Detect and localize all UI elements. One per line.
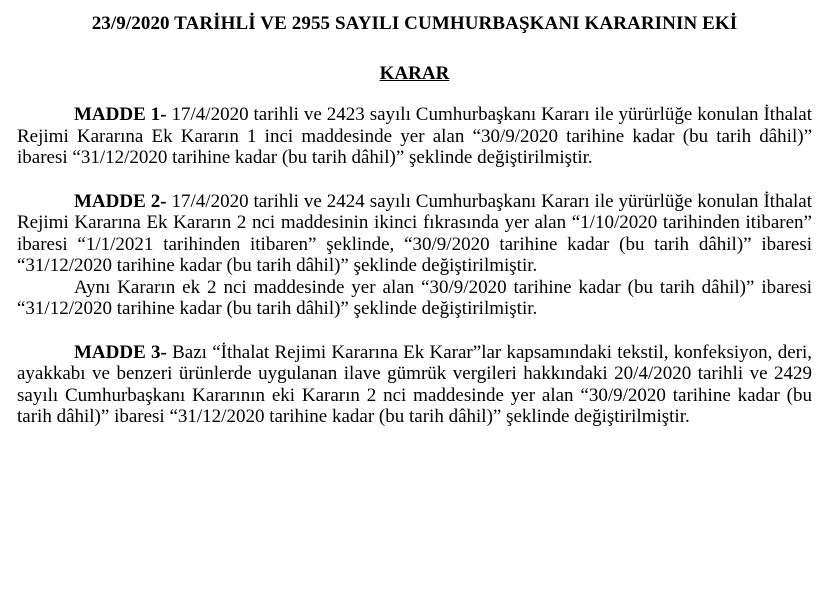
article-1-label: MADDE 1- <box>74 104 167 125</box>
article-3-paragraph-1 <box>17 342 812 428</box>
article-2-paragraph-2: Aynı Kararın ek 2 nci maddesinde yer alan “30/9/2020 tarihine kadar (bu tarih dâhil)” ibaresi “31/12/2020 tarihine kadar (bu tarih dâhil)” şeklinde değiştirilmiştir. <box>17 276 812 319</box>
document-title: 23/9/2020 TARİHLİ VE 2955 SAYILI CUMHURBAŞKANI KARARININ EKİ <box>91 13 738 34</box>
article-1-text: 17/4/2020 tarihli ve 2423 sayılı Cumhurbaşkanı Kararı ile yürürlüğe konulan İthalat Rejimi Kararına Ek Kararın 1 inci maddesinde yer alan “30/9/2020 tarihine kadar (bu tarih dâhil)” ibaresi “31/12/2020 tarihine kadar (bu tarih dâhil)” şeklinde değiştirilmiştir. <box>17 104 812 168</box>
article-3-label: MADDE 3- <box>74 341 167 363</box>
article-1-paragraph-1 <box>17 104 812 169</box>
paragraph-gap <box>17 320 812 342</box>
article-3-text: Bazı “İthalat Rejimi Kararına Ek Karar”lar kapsamındaki tekstil, konfeksiyon, deri, ayakkabı ve benzeri ürünlerde uygulanan ilave gümrük vergileri hakkındaki 20/4/2020 tarihli ve 2429 sayılı Cumhurbaşkanı Kararının eki Kararın 2 nci maddesinde yer alan “30/9/2020 tarihine kadar (bu tarih dâhil)” ibaresi “31/12/2020 tarihine kadar (bu tarih dâhil)” şeklinde değiştirilmiştir. <box>17 341 812 427</box>
article-2-label: MADDE 2- <box>74 190 167 212</box>
karar-heading: KARAR <box>379 63 450 84</box>
paragraph-gap <box>17 169 812 191</box>
article-2-paragraph-1 <box>17 191 812 277</box>
article-2-text: 17/4/2020 tarihli ve 2424 sayılı Cumhurbaşkanı Kararı ile yürürlüğe konulan İthalat Rejimi Kararına Ek Kararın 2 nci maddesinin ikinci fıkrasında yer alan “1/10/2020 tarihinden itibaren” ibaresi “1/1/2021 tarihinden itibaren” şeklinde, “30/9/2020 tarihine kadar (bu tarih dâhil)” ibaresi “31/12/2020 tarihine kadar (bu tarih dâhil)” şeklinde değiştirilmiştir. <box>17 190 812 276</box>
